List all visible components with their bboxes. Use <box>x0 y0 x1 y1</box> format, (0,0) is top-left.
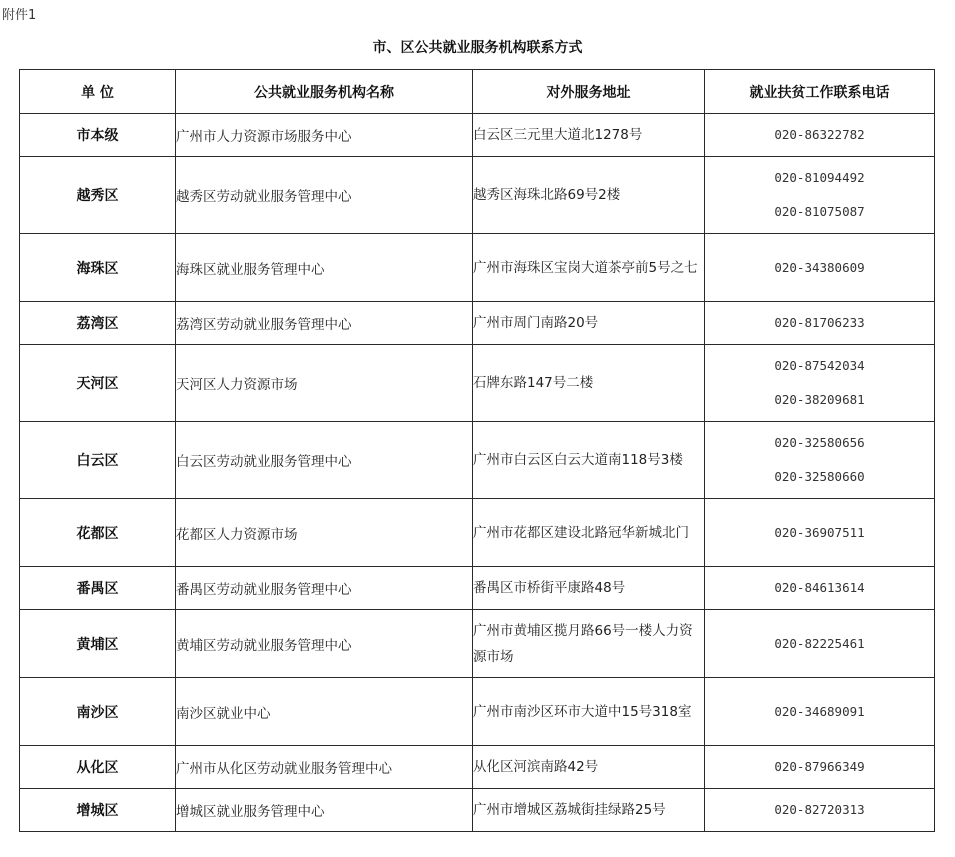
agency-name-cell: 花都区人力资源市场 <box>176 499 473 567</box>
unit-cell: 从化区 <box>20 746 176 789</box>
agency-name-cell: 增城区就业服务管理中心 <box>176 789 473 832</box>
table-row <box>20 610 935 678</box>
phone-number: 020-34380609 <box>774 259 865 275</box>
table-row <box>20 567 935 610</box>
table-row <box>20 499 935 567</box>
phone-number: 020-32580656 <box>774 435 865 450</box>
phone-cell <box>705 345 935 422</box>
table-row <box>20 678 935 746</box>
contacts-table <box>19 69 935 832</box>
unit-cell: 越秀区 <box>20 157 176 234</box>
phone-number: 020-32580660 <box>774 469 865 484</box>
table-row <box>20 789 935 832</box>
agency-name-cell: 天河区人力资源市场 <box>176 345 473 422</box>
unit-cell: 南沙区 <box>20 678 176 746</box>
unit-cell: 海珠区 <box>20 234 176 302</box>
phone-cell <box>705 789 935 832</box>
table-row <box>20 234 935 302</box>
attachment-label: 附件1 <box>2 8 37 23</box>
address-cell: 白云区三元里大道北1278号 <box>473 114 705 157</box>
agency-name-cell: 海珠区就业服务管理中心 <box>176 234 473 302</box>
unit-cell: 天河区 <box>20 345 176 422</box>
address-cell: 石牌东路147号二楼 <box>473 345 705 422</box>
phone-cell <box>705 610 935 678</box>
agency-name-cell: 南沙区就业中心 <box>176 678 473 746</box>
phone-cell <box>705 157 935 234</box>
phone-cell <box>705 422 935 499</box>
phone-cell <box>705 499 935 567</box>
agency-name-cell: 番禺区劳动就业服务管理中心 <box>176 567 473 610</box>
phone-number: 020-34689091 <box>774 703 865 719</box>
unit-cell: 荔湾区 <box>20 302 176 345</box>
phone-cell <box>705 302 935 345</box>
address-cell: 广州市白云区白云大道南118号3楼 <box>473 422 705 499</box>
address-cell: 越秀区海珠北路69号2楼 <box>473 157 705 234</box>
phone-cell <box>705 746 935 789</box>
address-cell: 广州市海珠区宝岗大道茶亭前5号之七 <box>473 234 705 302</box>
unit-cell: 市本级 <box>20 114 176 157</box>
unit-cell: 番禺区 <box>20 567 176 610</box>
address-cell: 广州市花都区建设北路冠华新城北门 <box>473 499 705 567</box>
unit-cell: 白云区 <box>20 422 176 499</box>
address-cell: 广州市增城区荔城街挂绿路25号 <box>473 789 705 832</box>
header-unit: 单 位 <box>20 70 176 114</box>
unit-cell: 增城区 <box>20 789 176 832</box>
phone-number: 020-81094492 <box>774 170 865 185</box>
table-row <box>20 302 935 345</box>
phone-number: 020-87542034 <box>774 358 865 373</box>
phone-cell <box>705 234 935 302</box>
address-cell: 广州市黄埔区揽月路66号一楼人力资源市场 <box>473 610 705 678</box>
header-address: 对外服务地址 <box>473 70 705 114</box>
address-cell: 番禺区市桥街平康路48号 <box>473 567 705 610</box>
phone-number: 020-38209681 <box>774 392 865 407</box>
agency-name-cell: 白云区劳动就业服务管理中心 <box>176 422 473 499</box>
address-cell: 广州市南沙区环市大道中15号318室 <box>473 678 705 746</box>
phone-cell <box>705 678 935 746</box>
agency-name-cell: 越秀区劳动就业服务管理中心 <box>176 157 473 234</box>
table-row <box>20 114 935 157</box>
table-row <box>20 157 935 234</box>
phone-number: 020-82225461 <box>774 635 865 651</box>
header-phone: 就业扶贫工作联系电话 <box>705 70 935 114</box>
page-title: 市、区公共就业服务机构联系方式 <box>372 40 583 56</box>
agency-name-cell: 荔湾区劳动就业服务管理中心 <box>176 302 473 345</box>
phone-cell <box>705 567 935 610</box>
phone-number: 020-84613614 <box>774 580 865 595</box>
unit-cell: 黄埔区 <box>20 610 176 678</box>
header-name: 公共就业服务机构名称 <box>176 70 473 114</box>
address-cell: 广州市周门南路20号 <box>473 302 705 345</box>
address-cell: 从化区河滨南路42号 <box>473 746 705 789</box>
phone-number: 020-86322782 <box>774 127 865 142</box>
phone-number: 020-36907511 <box>774 524 865 540</box>
agency-name-cell: 广州市从化区劳动就业服务管理中心 <box>176 746 473 789</box>
agency-name-cell: 广州市人力资源市场服务中心 <box>176 114 473 157</box>
phone-number: 020-82720313 <box>774 802 865 817</box>
phone-number: 020-81075087 <box>774 204 865 219</box>
unit-cell: 花都区 <box>20 499 176 567</box>
table-row <box>20 422 935 499</box>
phone-number: 020-81706233 <box>774 315 865 330</box>
table-row <box>20 746 935 789</box>
phone-cell <box>705 114 935 157</box>
phone-number: 020-87966349 <box>774 759 865 774</box>
table-row <box>20 345 935 422</box>
table-header-row <box>20 70 935 114</box>
agency-name-cell: 黄埔区劳动就业服务管理中心 <box>176 610 473 678</box>
